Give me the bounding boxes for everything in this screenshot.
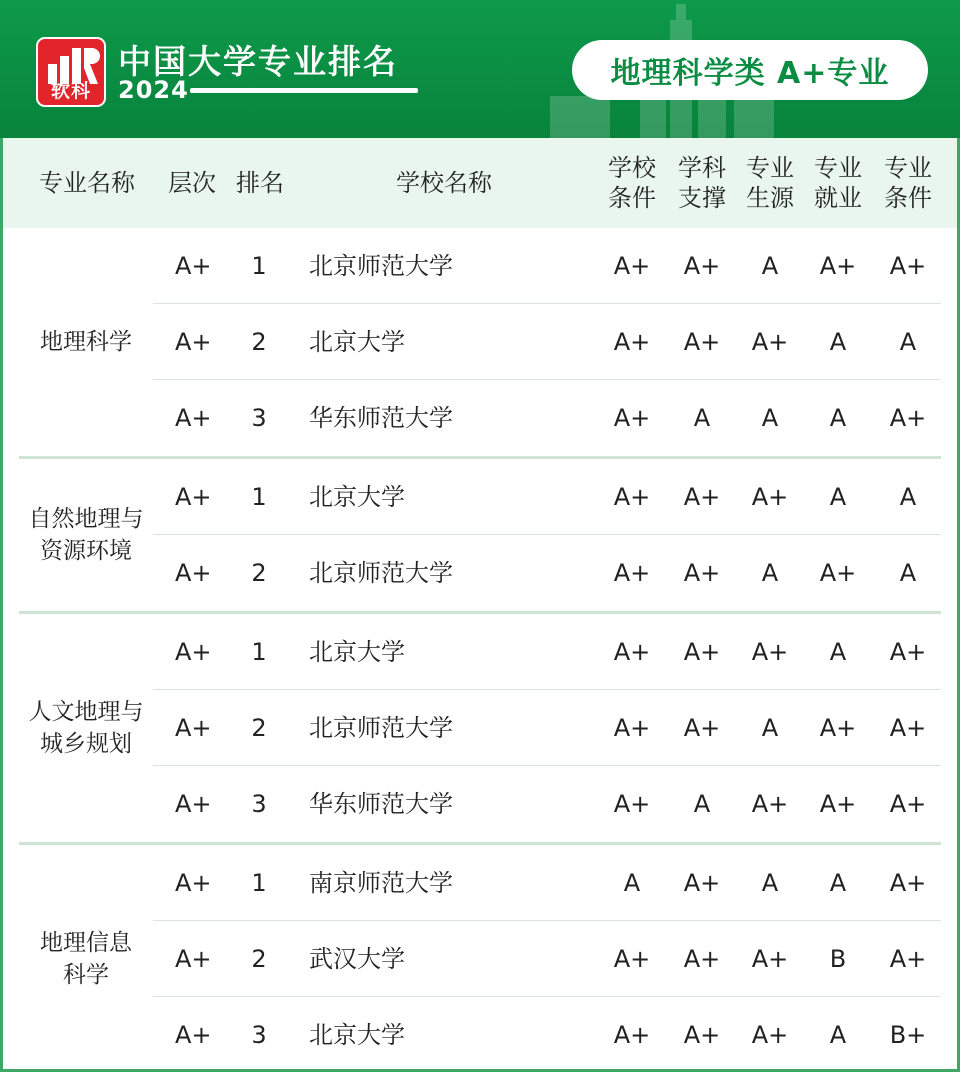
cell-g5: A+	[889, 638, 927, 666]
major-group	[3, 459, 957, 611]
cell-level: A+	[175, 404, 212, 432]
cell-level: A+	[175, 328, 212, 356]
cell-g4: A	[829, 483, 847, 511]
cell-g4: A+	[819, 790, 857, 818]
cell-g5: A+	[889, 790, 927, 818]
column-header-line: 生源	[746, 184, 794, 212]
cell-g2: A	[693, 790, 711, 818]
cell-g3: A+	[751, 483, 789, 511]
cell-g3: A+	[751, 328, 789, 356]
cell-g2: A+	[683, 638, 721, 666]
site-title: 中国大学专业排名	[118, 42, 398, 81]
cell-school: 北京大学	[309, 1021, 405, 1049]
column-header-line: 专业	[814, 154, 862, 182]
logo-text: 软科	[50, 80, 91, 102]
cell-rank: 2	[251, 714, 267, 742]
cell-rank: 3	[251, 1021, 267, 1049]
header-banner	[0, 0, 960, 138]
table-row	[3, 845, 957, 921]
column-header-level	[161, 168, 223, 198]
cell-g1: A+	[613, 945, 651, 973]
major-name-line: 科学	[63, 962, 109, 988]
cell-rank: 3	[251, 404, 267, 432]
cell-g5: A	[899, 483, 917, 511]
major-group	[3, 845, 957, 1072]
cell-g3: A+	[751, 790, 789, 818]
cell-level: A+	[175, 714, 212, 742]
column-header-g3	[739, 153, 801, 213]
cell-level: A+	[175, 638, 212, 666]
cell-g1: A	[623, 869, 641, 897]
table-row	[3, 766, 957, 842]
cell-rank: 1	[251, 252, 267, 280]
column-header-line: 排名	[236, 169, 284, 197]
table-row	[3, 997, 957, 1072]
cell-g3: A+	[751, 945, 789, 973]
major-name-line: 地理信息	[40, 930, 132, 956]
cell-school: 北京师范大学	[309, 714, 453, 742]
column-header-line: 专业	[746, 154, 794, 182]
cell-g1: A+	[613, 714, 651, 742]
major-name-line: 人文地理与	[28, 699, 144, 725]
cell-g5: A+	[889, 945, 927, 973]
cell-g5: A	[899, 328, 917, 356]
cell-school: 北京师范大学	[309, 252, 453, 280]
cell-g4: A+	[819, 714, 857, 742]
cell-level: A+	[175, 559, 212, 587]
cell-g5: A+	[889, 404, 927, 432]
cell-g4: B	[829, 945, 847, 973]
cell-g3: A	[761, 404, 779, 432]
cell-level: A+	[175, 790, 212, 818]
column-header-g4	[807, 153, 869, 213]
cell-g4: A	[829, 404, 847, 432]
column-header-g2	[671, 153, 733, 213]
column-header-line: 支撑	[678, 184, 726, 212]
cell-g2: A	[693, 404, 711, 432]
column-header-rank	[229, 168, 291, 198]
column-header-line: 条件	[608, 184, 656, 212]
cell-g1: A+	[613, 404, 651, 432]
cell-g2: A+	[683, 945, 721, 973]
cell-level: A+	[175, 1021, 212, 1049]
column-header-school	[303, 168, 585, 198]
cell-g4: A+	[819, 559, 857, 587]
cell-rank: 1	[251, 869, 267, 897]
cell-g2: A+	[683, 328, 721, 356]
table-row	[3, 459, 957, 535]
major-name-line: 资源环境	[40, 538, 132, 564]
cell-level: A+	[175, 945, 212, 973]
cell-g4: A	[829, 328, 847, 356]
cell-g2: A+	[683, 559, 721, 587]
cell-g1: A+	[613, 638, 651, 666]
table-row	[3, 304, 957, 380]
cell-school: 南京师范大学	[309, 869, 453, 897]
cell-g5: A+	[889, 714, 927, 742]
cell-school: 北京大学	[309, 638, 405, 666]
cell-rank: 1	[251, 483, 267, 511]
category-pill: 地理科学类 A+专业	[572, 40, 928, 100]
ranking-year: 2024	[118, 76, 189, 104]
cell-level: A+	[175, 483, 212, 511]
cell-school: 武汉大学	[309, 945, 405, 973]
cell-g4: A	[829, 869, 847, 897]
column-header-line: 学校	[608, 154, 656, 182]
cell-g1: A+	[613, 328, 651, 356]
table-row	[3, 921, 957, 997]
ranking-table	[0, 138, 960, 1072]
year-underline	[190, 88, 418, 93]
cell-g3: A	[761, 559, 779, 587]
cell-g5: A+	[889, 252, 927, 280]
cell-g3: A+	[751, 1021, 789, 1049]
column-header-major	[21, 168, 153, 198]
cell-g4: A	[829, 1021, 847, 1049]
major-group	[3, 614, 957, 842]
column-header-line: 条件	[884, 184, 932, 212]
cell-g4: A	[829, 638, 847, 666]
cell-school: 北京大学	[309, 328, 405, 356]
column-header-line: 专业名称	[39, 169, 135, 197]
cell-rank: 3	[251, 790, 267, 818]
cell-g3: A+	[751, 638, 789, 666]
column-header-line: 层次	[168, 169, 216, 197]
ruanke-logo	[36, 37, 106, 107]
column-header-g1	[601, 153, 663, 213]
cell-g3: A	[761, 869, 779, 897]
table-header	[3, 138, 957, 228]
table-row	[3, 535, 957, 611]
major-name-line: 地理科学	[40, 329, 132, 355]
column-header-line: 就业	[814, 184, 862, 212]
cell-rank: 2	[251, 328, 267, 356]
cell-rank: 2	[251, 945, 267, 973]
cell-g2: A+	[683, 869, 721, 897]
cell-school: 北京师范大学	[309, 559, 453, 587]
cell-level: A+	[175, 252, 212, 280]
cell-g5: A+	[889, 869, 927, 897]
column-header-g5	[877, 153, 939, 213]
cell-rank: 2	[251, 559, 267, 587]
cell-rank: 1	[251, 638, 267, 666]
table-row	[3, 380, 957, 456]
major-name-line: 城乡规划	[40, 731, 132, 757]
cell-g3: A	[761, 252, 779, 280]
table-row	[3, 228, 957, 304]
cell-g3: A	[761, 714, 779, 742]
cell-school: 华东师范大学	[309, 404, 453, 432]
column-header-line: 专业	[884, 154, 932, 182]
cell-g5: A	[899, 559, 917, 587]
cell-g5: B+	[889, 1021, 927, 1049]
table-row	[3, 614, 957, 690]
major-group	[3, 228, 957, 456]
cell-g4: A+	[819, 252, 857, 280]
cell-g2: A+	[683, 1021, 721, 1049]
cell-level: A+	[175, 869, 212, 897]
cell-g2: A+	[683, 714, 721, 742]
table-row	[3, 690, 957, 766]
cell-g2: A+	[683, 483, 721, 511]
cell-school: 北京大学	[309, 483, 405, 511]
cell-g1: A+	[613, 1021, 651, 1049]
cell-school: 华东师范大学	[309, 790, 453, 818]
column-header-line: 学校名称	[396, 169, 492, 197]
major-name-line: 自然地理与	[28, 506, 144, 532]
cell-g1: A+	[613, 483, 651, 511]
cell-g2: A+	[683, 252, 721, 280]
cell-g1: A+	[613, 790, 651, 818]
column-header-line: 学科	[678, 154, 726, 182]
cell-g1: A+	[613, 559, 651, 587]
cell-g1: A+	[613, 252, 651, 280]
